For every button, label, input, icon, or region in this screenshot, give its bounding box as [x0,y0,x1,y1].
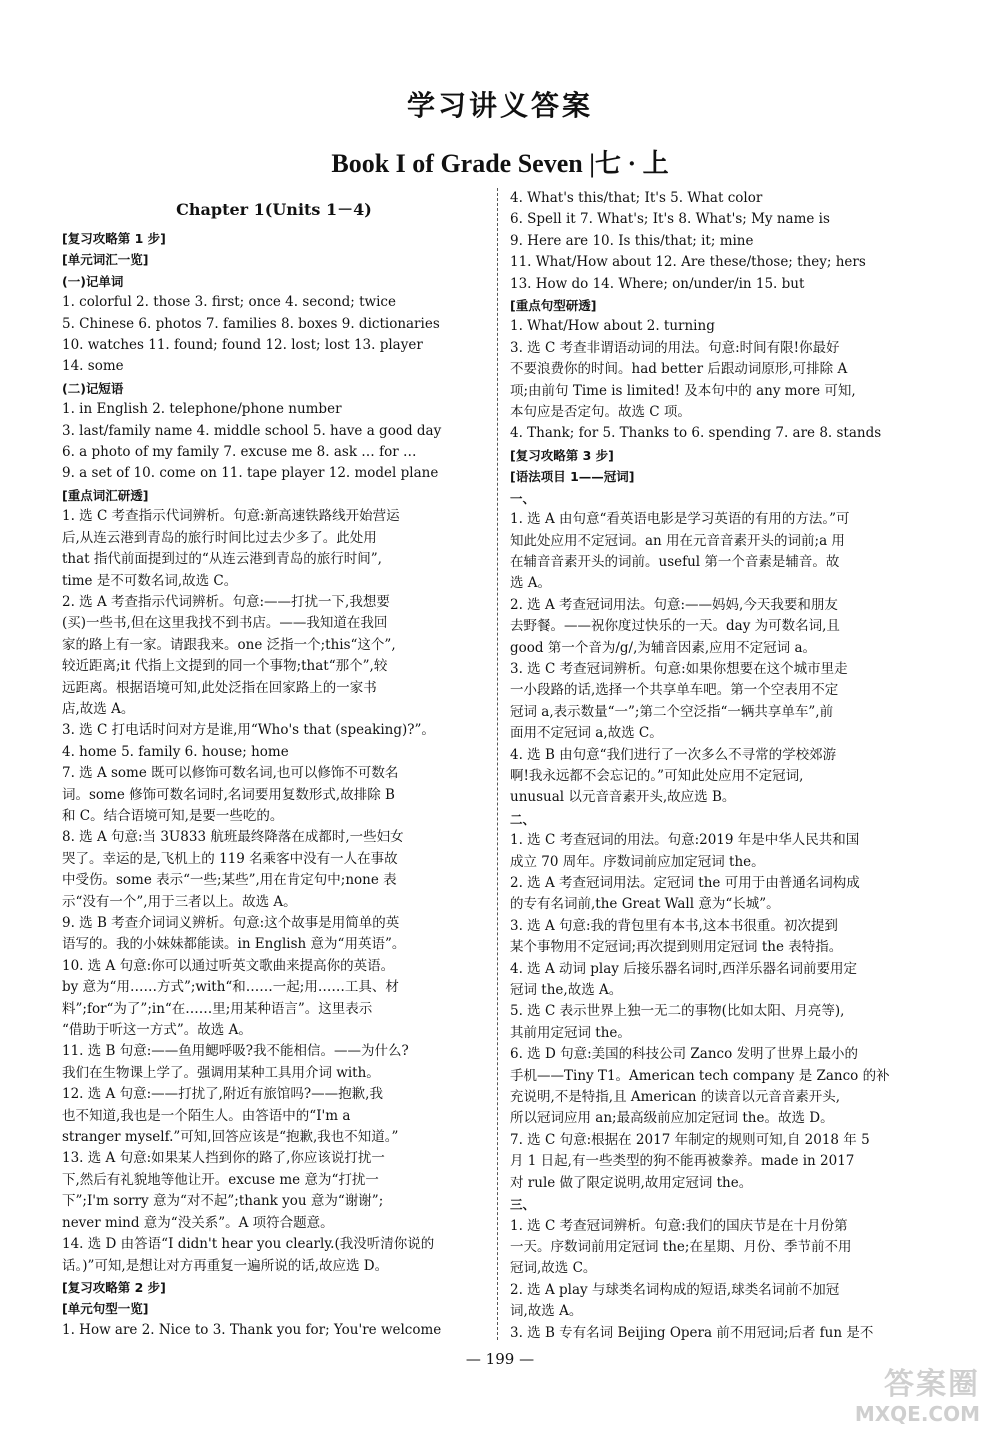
answer-line: 远距离。根据语境可知,此处泛指在回家路上的一家书 [62,679,377,696]
answer-line: 14. some [62,358,124,375]
answer-line: 成立 70 周年。序数词前应加定冠词 the。 [510,853,765,870]
answer-line: [语法项目 1——冠词] [510,469,635,485]
answer-line: 下,然后有礼貌地等他让开。excuse me 意为“打扰一 [62,1171,379,1188]
answer-line: [复习攻略第 1 步] [62,231,166,246]
answer-line: 的专有名词前,the Great Wall 意为“长城”。 [510,896,780,913]
answer-line: 11. 选 B 句意:——鱼用鳃呼吸?我不能相信。——为什么? [62,1043,409,1060]
left-column [62,188,486,1341]
answer-line: 在辅音音素开头的词前。useful 第一个音素是辅音。故 [510,553,840,570]
answer-line: [重点词汇研透] [62,487,149,503]
answer-line: 项;由前句 Time is limited! 及本句中的 any more 可知, [510,382,856,399]
answer-line: [复习攻略第 2 步] [62,1279,166,1295]
answer-line: good 第一个音为/g/,为辅音因素,应用不定冠词 a。 [510,639,816,656]
answer-line: 话。)”可知,是想让对方再重复一遍所说的话,故应选 D。 [62,1257,389,1274]
answer-line: 4. Thank; for 5. Thanks to 6. spending 7. are 8. stands [510,425,882,442]
answer-line: 冠词 a,表示数量“一”;第二个空泛指“一辆共享单车”,前 [510,703,834,720]
answer-line: 去野餐。——祝你度过快乐的一天。day 为可数名词,且 [510,618,840,635]
answer-line: 和 C。结合语境可知,是要一些吃的。 [62,807,284,824]
answer-line: 10. 选 A 句意:你可以通过听英文歌曲来提高你的英语。 [62,957,395,974]
chapter-heading: Chapter 1(Units 1－4) [176,200,372,219]
answer-line: 2. 选 A 考查冠词用法。定冠词 the 可用于由普通名词构成 [510,875,860,891]
answer-line: 三、 [510,1197,536,1213]
answer-line: 示“没有一个”,用于三者以上。故选 A。 [62,893,297,910]
answer-line: 我们在生物课上学了。强调用某种工具用介词 with。 [62,1064,380,1081]
answer-line: 词,故选 A。 [510,1303,583,1320]
answer-line: 1. 选 C 考查指示代词辨析。句意:新高速铁路线开始营运 [62,508,400,525]
answer-line: 1. 选 C 考查冠词的用法。句意:2019 年是中华人民共和国 [510,832,860,849]
answer-line: 1. in English 2. telephone/phone number [62,401,342,418]
answer-line: 13. 选 A 句意:如果某人挡到你的路了,你应该说打扰一 [62,1150,385,1167]
answer-line: 店,故选 A。 [62,700,135,717]
answer-line: unusual 以元音音素开头,故应选 B。 [510,789,736,806]
column-divider [497,188,498,1340]
answer-line: 某个事物用不定冠词;再次提到则用定冠词 the 表特指。 [510,939,843,956]
answer-line: 4. 选 B 由句意“我们进行了一次多么不寻常的学校郊游 [510,746,837,763]
answer-line: [复习攻略第 3 步] [510,447,614,463]
answer-line: 3. 选 C 打电话时问对方是谁,用“Who's that (speaking)?”。 [62,722,435,739]
page-title: 学习讲义答案 [406,89,593,122]
answer-line: 3. 选 A 句意:我的背包里有本书,这本书很重。初次提到 [510,917,838,934]
answer-line: 6. 选 D 句意:美国的科技公司 Zanco 发明了世界上最小的 [510,1046,859,1063]
answer-line: 3. last/family name 4. middle school 5. have a good day [62,422,442,439]
answer-line: 哭了。幸运的是,飞机上的 119 名乘客中没有一人在事故 [62,850,398,867]
answer-line: 7. 选 C 句意:根据在 2017 年制定的规则可知,自 2018 年 5 [510,1131,870,1148]
answer-line: 3. 选 C 考查非谓语动词的用法。句意:时间有限!你最好 [510,339,840,356]
answer-line: 11. What/How about 12. Are these/those; they; hers [510,254,866,271]
answer-line: 下”;I'm sorry 意为“对不起”;thank you 意为“谢谢”; [62,1193,384,1210]
answer-line: 12. 选 A 句意:——打扰了,附近有旅馆吗?——抱歉,我 [62,1086,383,1103]
answer-line: never mind 意为“没关系”。A 项符合题意。 [62,1214,334,1231]
answer-line: 4. What's this/that; It's 5. What color [510,190,763,206]
answer-line: 手机——Tiny T1。American tech company 是 Zanco 的补 [510,1067,890,1084]
answer-line: [单元词汇一览] [62,252,149,268]
answer-line: 9. Here are 10. Is this/that; it; mine [510,232,754,249]
answer-line: 月 1 日起,有一些类型的狗不能再被豢养。made in 2017 [510,1153,855,1170]
answer-line: 6. Spell it 7. What's; It's 8. What's; My name is [510,211,830,228]
watermark-text: 答案圈 [884,1367,980,1402]
answer-line: 8. 选 A 句意:当 3U833 航班最终降落在成都时,一些妇女 [62,829,404,846]
answer-line: 7. 选 A some 既可以修饰可数名词,也可以修饰不可数名 [62,765,399,782]
answer-line: time 是不可数名词,故选 C。 [62,572,238,589]
answer-line: (一)记单词 [62,273,124,289]
answer-line: 一天。序数词前用定冠词 the;在星期、月份、季节前不用 [510,1238,852,1255]
answer-line: 家的路上有一家。请跟我来。one 泛指一个;this“这个”, [62,636,396,653]
answer-line: 对 rule 做了限定说明,故用定冠词 the。 [510,1174,753,1191]
answer-line: 5. Chinese 6. photos 7. families 8. boxes 9. dictionaries [62,315,440,332]
answer-line: 后,从连云港到青岛的旅行时间比过去少多了。此处用 [62,529,377,546]
answer-line: 一、 [510,490,536,506]
answer-line: by 意为“用……方式”;with“和……一起;用……工具、材 [62,979,399,996]
answer-line: (买)一些书,但在这里我找不到书店。——我知道在我回 [62,615,388,632]
answer-line: 10. watches 11. found; found 12. lost; lost 13. player [62,337,423,354]
answer-line: 1. 选 A 由句意“看英语电影是学习英语的有用的方法。”可 [510,511,850,528]
answer-line: that 指代前面提到过的“从连云港到青岛的旅行时间”, [62,551,382,568]
page-number: — 199 — [465,1350,535,1368]
answer-line: 3. 选 C 考查冠词辨析。句意:如果你想要在这个城市里走 [510,660,848,677]
watermark-logo [820,1368,980,1430]
answer-line: 6. a photo of my family 7. excuse me 8. ask … for … [62,444,417,461]
right-column [510,188,932,1344]
answer-line: 本句应是否定句。故选 C 项。 [510,404,691,421]
answer-line: 也不知道,我也是一个陌生人。由答语中的“I'm a [62,1107,351,1124]
answer-line: 1. How are 2. Nice to 3. Thank you for; You're welcome [62,1321,442,1338]
answer-line: 5. 选 C 表示世界上独一无二的事物(比如太阳、月亮等), [510,1003,845,1020]
answer-line: 14. 选 D 由答语“I didn't hear you clearly.(我没听清你说的 [62,1236,435,1253]
answer-line: 3. 选 B 专有名词 Beijing Opera 前不用冠词;后者 fun 是不 [510,1324,874,1341]
answer-line: 一小段路的话,选择一个共享单车吧。第一个空表用不定 [510,682,839,699]
book-subtitle: Book I of Grade Seven |七 · 上 [331,149,669,178]
answer-line: 1. 选 C 考查冠词辨析。句意:我们的国庆节是在十月份第 [510,1217,848,1234]
answer-line: 料”;for“为了”;in“在……里;用某种语言”。这里表示 [62,1000,373,1017]
watermark-url: MXQE.COM [854,1402,980,1426]
answer-line: 其前用定冠词 the。 [510,1024,631,1041]
answer-line: 13. How do 14. Where; on/under/in 15. but [510,275,805,292]
answer-line: 中受伤。some 表示“一些;某些”,用在肯定句中;none 表 [62,872,397,889]
answer-line: “借助于听这一方式”。故选 A。 [62,1022,252,1039]
answer-line: 2. 选 A play 与球类名词构成的短语,球类名词前不加冠 [510,1281,840,1298]
answer-line: 语写的。我的小妹妹都能读。in English 意为“用英语”。 [62,936,406,953]
answer-line: 知此处应用不定冠词。an 用在元音音素开头的词前;a 用 [510,532,845,549]
answer-line: [重点句型研透] [510,298,597,314]
answer-line: 选 A。 [510,575,552,592]
answer-line: 二、 [510,811,536,827]
answer-line: stranger myself.”可知,回答应该是“抱歉,我也不知道。” [62,1129,399,1146]
answer-line: 1. colorful 2. those 3. first; once 4. second; twice [62,294,396,311]
answer-line: 所以冠词应用 an;最高级前应加定冠词 the。故选 D。 [510,1110,834,1127]
answer-line: [单元句型一览] [62,1301,149,1317]
answer-line: 4. 选 A 动词 play 后接乐器名词时,西洋乐器名词前要用定 [510,960,858,977]
answer-line: 词。some 修饰可数名词时,名词要用复数形式,故排除 B [62,786,395,803]
answer-line: 2. 选 A 考查指示代词辨析。句意:——打扰一下,我想要 [62,593,390,610]
answer-line: 1. What/How about 2. turning [510,318,715,335]
answer-line: 2. 选 A 考查冠词用法。句意:——妈妈,今天我要和朋友 [510,596,838,613]
answer-line: 9. 选 B 考查介词词义辨析。句意:这个故事是用简单的英 [62,915,400,931]
answer-line: 冠词,故选 C。 [510,1260,597,1277]
answer-line: 面用不定冠词 a,故选 C。 [510,725,663,742]
answer-line: 较近距离;it 代指上文提到的同一个事物;that“那个”,较 [62,658,388,675]
answer-line: 冠词 the,故选 A。 [510,982,623,999]
answer-line: (二)记短语 [62,380,124,396]
answer-line: 啊!我永远都不会忘记的。”可知此处应用不定冠词, [510,767,804,784]
answer-line: 4. home 5. family 6. house; home [62,743,289,760]
answer-line: 充说明,不是特指,且 American 的读音以元音音素开头, [510,1089,841,1106]
answer-line: 9. a set of 10. come on 11. tape player 12. model plane [62,465,439,482]
answer-line: 不要浪费你的时间。had better 后跟动词原形,可排除 A [510,361,848,378]
